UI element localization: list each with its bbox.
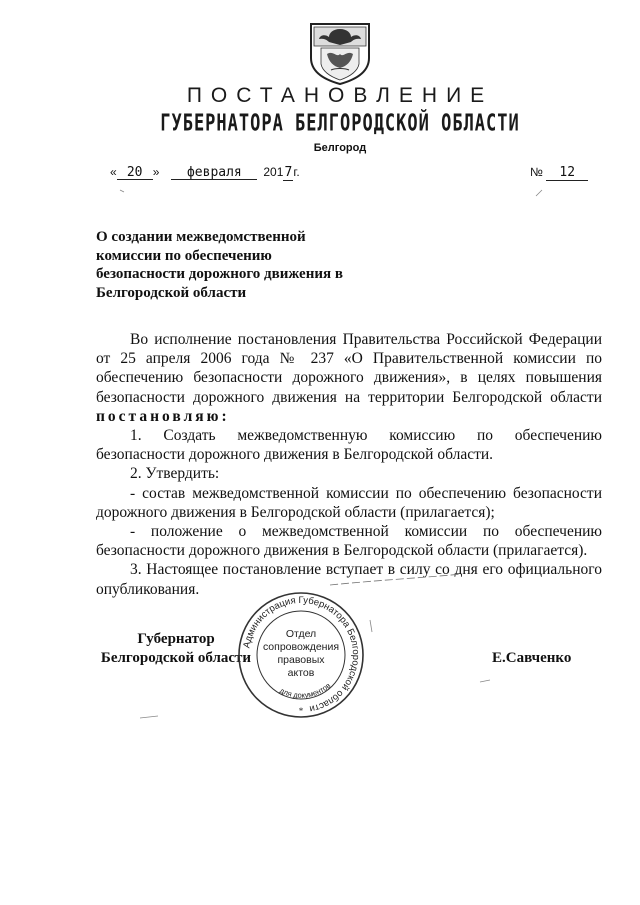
body-item-1: 1. Создать межведомственную комиссию по обеспечению безопасности дорожного движения в Белгородской области. (96, 427, 602, 464)
issuer-title: ГУБЕРНАТОРА БЕЛГОРОДСКОЙ ОБЛАСТИ (160, 110, 520, 137)
title-line: безопасности дорожного движения в (96, 266, 343, 282)
intro-text: Во исполнение постановления Правительства Российской Федерации от 25 апреля 2006 года № 237 «О Правительственной комиссии по обеспечению безопасности дорожного движения», в целях повышения безопасности дорожного движения на территории Белгородской области (96, 331, 602, 406)
stamp-center-line: актов (287, 667, 315, 679)
body-item-2b: - положение о межведомственной комиссии по обеспечению безопасности дорожного движения в Белгородской области (прилагается). (96, 523, 602, 560)
resolve-word: постановляю: (96, 407, 230, 425)
date-day: 20 (117, 166, 153, 180)
signer-name: Е.Савченко (492, 650, 572, 666)
stamp-center-line: правовых (277, 654, 325, 666)
body-item-3: 3. Настоящее постановление вступает в силу со дня его официального опубликования. (96, 561, 602, 598)
date-year-prefix: 201 (263, 165, 284, 179)
stamp-bottom-text: для документов (278, 680, 333, 700)
date-year-suffix: г. (293, 165, 300, 179)
number-value: 12 (546, 165, 588, 181)
title-line: О создании межведомственной (96, 229, 306, 245)
stamp-center-line: Отдел (285, 628, 317, 640)
number-label: № (530, 165, 543, 179)
stamp-ring-text: Администрация Губернатора Белгородской области (241, 594, 362, 715)
signer-title-line: Белгородской области (100, 650, 252, 666)
title-line: Белгородской области (96, 284, 247, 301)
stamp-center-line: сопровождения (262, 641, 340, 653)
date-year-digit: 7 (284, 165, 293, 180)
date-close-quote: » (152, 165, 160, 179)
signer-title-line: Губернатор (137, 631, 215, 647)
body-item-2: 2. Утвердить: (130, 465, 220, 483)
title-line: комиссии по обеспечению (96, 247, 272, 264)
stamp-star-icon: * (298, 706, 304, 716)
date-month: февраля (171, 166, 257, 180)
body-item-2a: - состав межведомственной комиссии по обеспечению безопасности дорожного движения в Белгородской области (прилагается); (96, 484, 602, 521)
city-name: Белгород (313, 142, 367, 154)
document-type: ПОСТАНОВЛЕНИЕ (186, 84, 494, 107)
date-open-quote: « (110, 165, 117, 179)
